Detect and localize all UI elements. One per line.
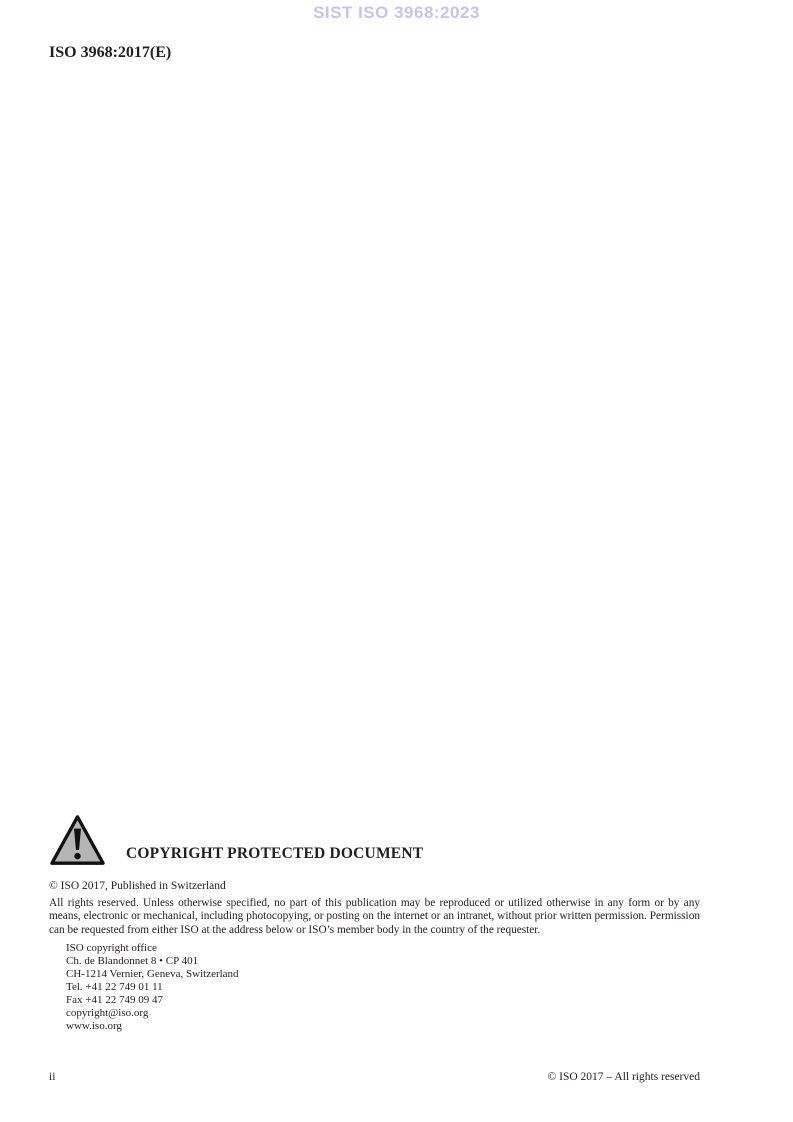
copyright-heading-row: [49, 813, 700, 867]
address-fax: Fax +41 22 749 09 47: [66, 993, 163, 1006]
watermark-text: SIST ISO 3968:2023: [313, 3, 480, 22]
address-block: [66, 942, 700, 1033]
publish-line: © ISO 2017, Published in Switzerland: [49, 880, 226, 892]
page-number: ii: [49, 1071, 56, 1083]
address-street: Ch. de Blandonnet 8 • CP 401: [66, 954, 199, 967]
address-email: copyright@iso.org: [66, 1006, 149, 1019]
page-footer: [49, 1071, 700, 1083]
copyright-section: [49, 813, 700, 1033]
document-number: ISO 3968:2017(E): [49, 44, 172, 61]
warning-triangle-icon: [49, 814, 106, 867]
address-office: ISO copyright office: [66, 941, 157, 954]
address-tel: Tel. +41 22 749 01 11: [66, 980, 163, 993]
address-city: CH-1214 Vernier, Geneva, Switzerland: [66, 967, 239, 980]
footer-copyright: © ISO 2017 – All rights reserved: [547, 1071, 700, 1083]
rights-paragraph: All rights reserved. Unless otherwise specified, no part of this publication may be reproduced or utilized otherwise in any form or by any means, electronic or mechanical, including photocopying, or posting on the internet or an intranet, without prior written permission. Permission can be requested from either ISO at the address below or ISO’s member body in the country of the requester.: [49, 897, 700, 936]
address-website: www.iso.org: [66, 1019, 122, 1032]
copyright-heading: COPYRIGHT PROTECTED DOCUMENT: [126, 845, 424, 862]
